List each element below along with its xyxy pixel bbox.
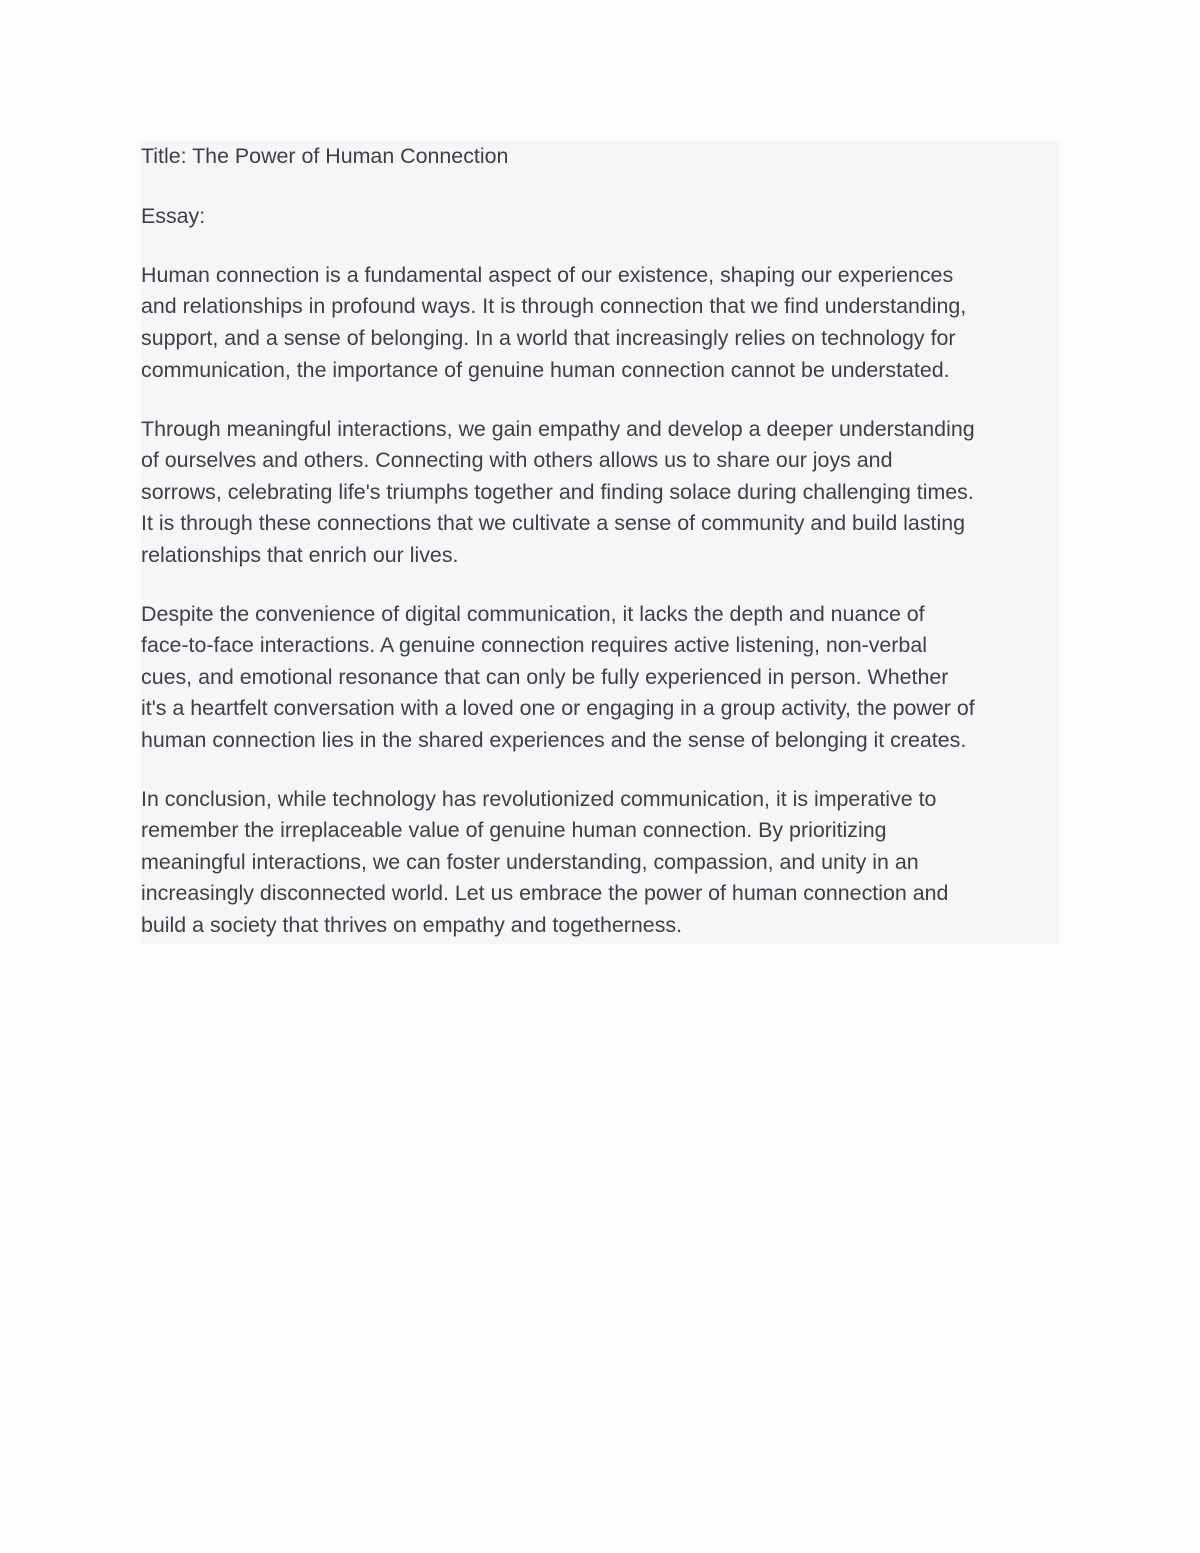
paragraph-line: it's a heartfelt conversation with a loved one or engaging in a group activity, the power of bbox=[141, 696, 975, 720]
paragraph-line: Through meaningful interactions, we gain empathy and develop a deeper understanding bbox=[141, 417, 975, 441]
paragraph-line: cues, and emotional resonance that can only be fully experienced in person. Whether bbox=[141, 665, 949, 689]
paragraph-line: sorrows, celebrating life's triumphs together and finding solace during challenging times. bbox=[141, 480, 974, 504]
essay-text-block[interactable] bbox=[141, 141, 1059, 944]
paragraph-line: relationships that enrich our lives. bbox=[141, 543, 459, 567]
paragraph-line: increasingly disconnected world. Let us embrace the power of human connection and bbox=[141, 881, 949, 905]
paragraph-line: Despite the convenience of digital communication, it lacks the depth and nuance of bbox=[141, 602, 925, 626]
paragraph-line: human connection lies in the shared experiences and the sense of belonging it creates. bbox=[141, 728, 967, 752]
title-line: Title: The Power of Human Connection bbox=[141, 144, 509, 168]
paragraph-line: In conclusion, while technology has revolutionized communication, it is imperative to bbox=[141, 787, 937, 811]
paragraph-line: of ourselves and others. Connecting with others allows us to share our joys and bbox=[141, 448, 893, 472]
paragraph-line: meaningful interactions, we can foster understanding, compassion, and unity in an bbox=[141, 850, 919, 874]
paragraph-line: Human connection is a fundamental aspect of our existence, shaping our experiences bbox=[141, 263, 954, 287]
paragraph-line: support, and a sense of belonging. In a world that increasingly relies on technology for bbox=[141, 326, 956, 350]
paragraph-line: build a society that thrives on empathy and togetherness. bbox=[141, 913, 683, 937]
paragraph-line: communication, the importance of genuine human connection cannot be understated. bbox=[141, 358, 950, 382]
paragraph-line: remember the irreplaceable value of genuine human connection. By prioritizing bbox=[141, 818, 887, 842]
paragraph-line: face-to-face interactions. A genuine connection requires active listening, non-verbal bbox=[141, 633, 927, 657]
paragraph-line: and relationships in profound ways. It is through connection that we find understanding, bbox=[141, 294, 967, 318]
paragraph-line: It is through these connections that we cultivate a sense of community and build lasting bbox=[141, 511, 966, 535]
essay-label: Essay: bbox=[141, 204, 206, 228]
